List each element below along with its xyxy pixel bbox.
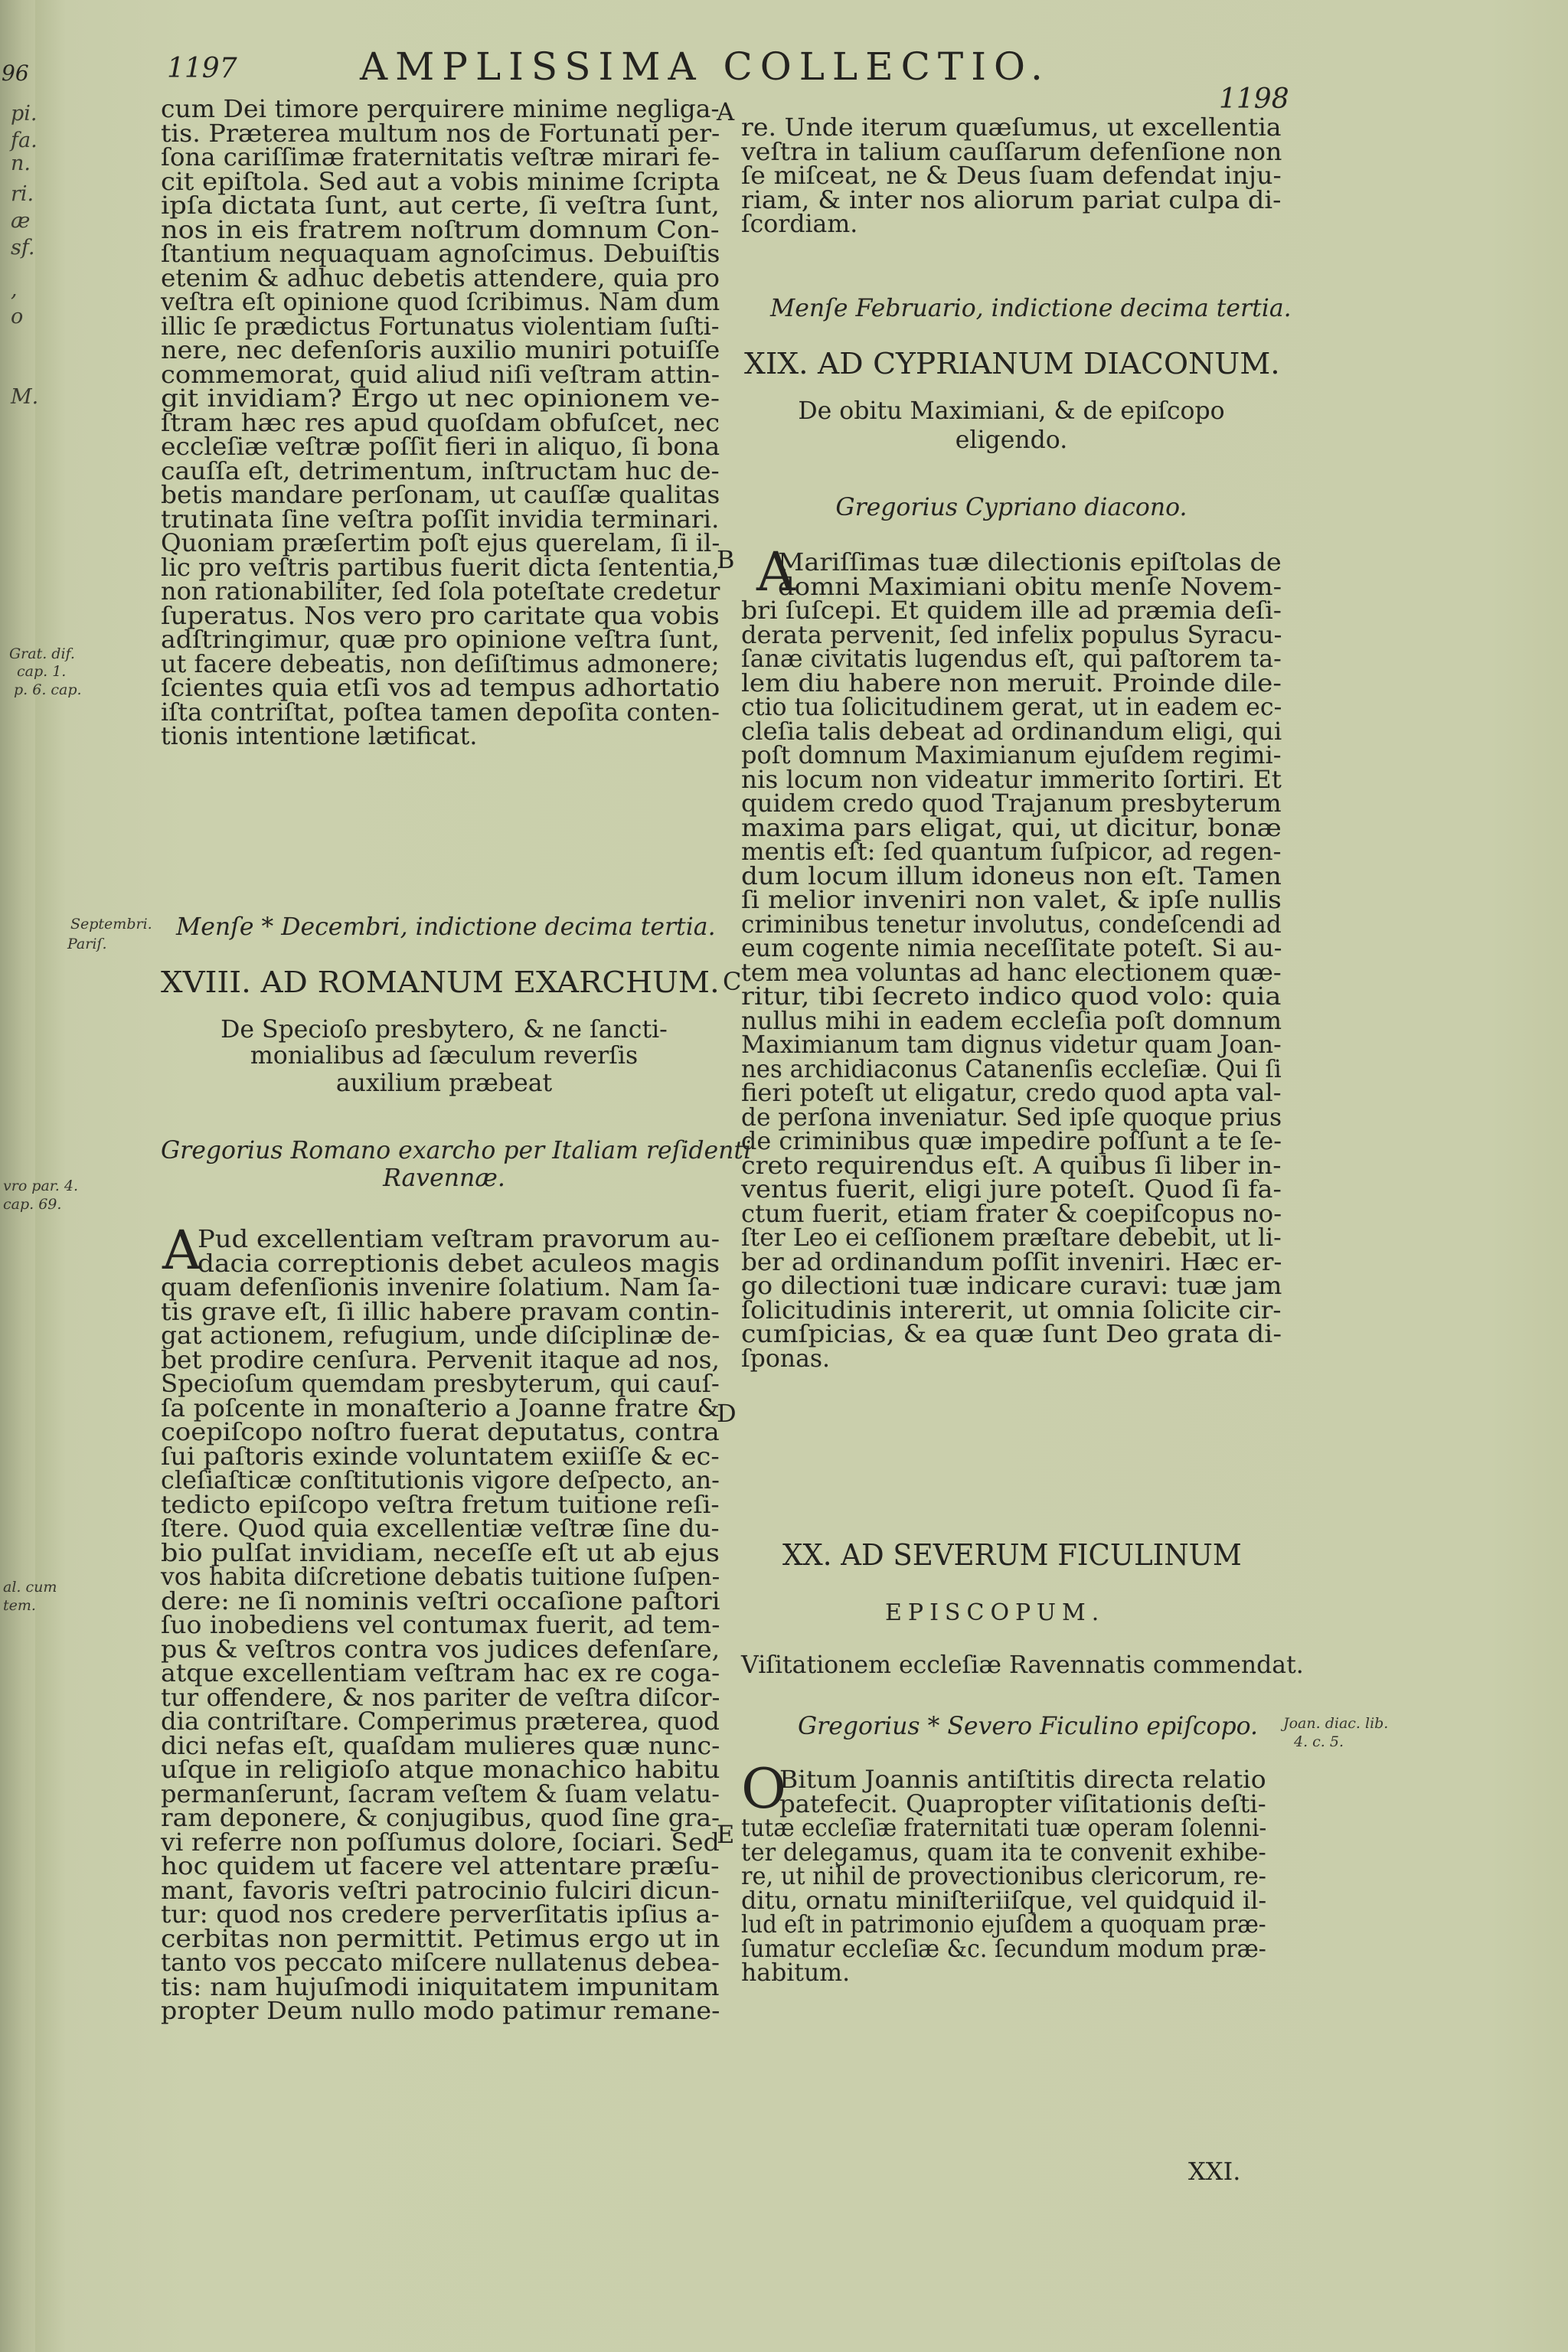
text-line: etenim & adhuc debetis attendere, quia pro [161,264,720,292]
letter-heading: XIX. AD CYPRIANUM DIACONUM. [744,347,1280,381]
text-line: Maximianum tam dignus videtur quam Joan- [741,1031,1282,1059]
text-line: eum cogente nimia neceſſitate poteſt. Si au- [741,935,1282,962]
margin-note: vro par. 4. [3,1178,78,1194]
text-line: ſcordiam. [741,211,858,238]
text-line: tedicto epiſcopo veſtra fretum tuitione reſi- [161,1491,720,1519]
margin-note: 4. c. 5. [1294,1733,1344,1750]
text-line: ſtere. Quod quia excellentiæ veſtræ ſine du- [161,1515,720,1543]
text-line: patefecit. Quapropter viſitationis deſti- [779,1790,1266,1818]
text-line: non rationabiliter, ſed ſola poteſtate credetur [161,578,720,606]
gutter-fragment: , [11,278,18,302]
text-line: ipſa dictata ſunt, aut certe, ſi veſtra ſunt, [161,192,720,220]
text-line: tionis intentione lætificat. [161,723,478,750]
gutter-fragment: pi. [11,102,38,126]
text-line: git invidiam? Ergo ut nec opinionem ve- [161,385,720,413]
margin-note: Joan. diac. lib. [1283,1715,1389,1732]
text-line: illic ſe prædictus Fortunatus violentiam ſuſti- [161,312,720,341]
letter-summary: De Specioſo presbytero, & ne ſancti- [220,1016,668,1044]
gutter-fragment: o [11,305,24,328]
catchword: XXI. [1188,2157,1241,2186]
text-line: Bitum Joannis antiſtitis directa relatio [779,1766,1266,1794]
text-line: fieri poteſt ut eligatur, credo quod apta val- [741,1080,1282,1107]
text-line: ram deponere, & conjugibus, quod ſine gra- [161,1805,720,1832]
text-line: ſolicitudinis intererit, ut omnia ſolicite cir- [741,1296,1282,1325]
text-line: ſumatur eccleſiæ &c. ſecundum modum præ- [741,1935,1266,1963]
text-line: domni Maximiani obitu menſe Novem- [778,573,1282,601]
text-line: ritur, tibi ſecreto indico quod volo: quia [741,983,1282,1011]
text-line: Quoniam præſertim poſt ejus querelam, ſi il- [161,530,720,557]
gutter-fragment: M. [11,385,39,409]
margin-note: p. 6. cap. [14,681,82,698]
text-line: ſuo inobediens vel contumax fuerit, ad tem- [161,1612,720,1639]
text-line: ſona cariſſimæ fraternitatis veſtræ mirari fe- [161,144,720,172]
letter-summary: monialibus ad ſæculum reverſis [250,1042,639,1070]
text-line: lud eſt in patrimonio ejuſdem a quoquam præ- [741,1911,1266,1939]
date-line: Menſe Februario, indictione decima tertia. [770,295,1292,322]
page-number-right: 1198 [1219,83,1289,115]
text-line: mant, favoris veſtri patrocinio fulciri dicun- [161,1877,720,1905]
text-line: cum Dei timore perquirere minime negliga- [161,96,720,123]
text-line: bri ſuſcepi. Et quidem ille ad præmia deſi- [741,597,1282,625]
margin-note: al. cum [3,1579,57,1596]
text-line: dia contriſtare. Comperimus præterea, quod [161,1708,720,1736]
letter-heading: EPISCOPUM. [885,1599,1106,1626]
text-line: cleſia talis debeat ad ordinandum eligi, qui [741,717,1282,746]
text-line: mentis eſt: ſed quantum ſuſpicor, ad regen- [741,838,1282,866]
text-line: dacia correptionis debet aculeos magis [198,1250,720,1278]
letter-salutation: Gregorius * Severo Ficulino epiſcopo. [798,1713,1259,1740]
text-line: vi referre non poſſumus dolore, ſociari. Sed [161,1828,720,1857]
text-line: derata pervenit, ſed infelix populus Syracu- [741,621,1282,649]
dropcap-letter: A [162,1219,201,1282]
text-line: lem diu habere non meruit. Proinde dile- [741,669,1282,697]
text-line: creto requirendus eſt. A quibus ſi liber in- [741,1152,1282,1180]
text-line: coepiſcopo noſtro fuerat deputatus, contra [161,1419,720,1446]
text-line: cauſſa eſt, detrimentum, inſtructam huc de- [161,457,720,485]
text-line: lic pro veſtris partibus fuerit dicta ſententia, [161,554,720,582]
dropcap-letter: O [741,1756,787,1821]
text-line: tis. Præterea multum nos de Fortunati per- [161,119,720,148]
text-line: quidem credo quod Trajanum presbyterum [741,790,1282,818]
text-line: vos habita diſcretione debatis tuitione ſuſpen- [161,1563,720,1591]
text-line: ſuperatus. Nos vero pro caritate qua vobis [161,602,720,630]
text-line: ſter Leo ei ceſſionem præſtare debebit, ut li- [741,1224,1282,1252]
text-line: propter Deum nullo modo patimur remane- [161,1998,720,2025]
facing-page-number: 96 [2,60,29,86]
text-line: tis: nam hujuſmodi iniquitatem impunitam [161,1973,720,2001]
text-line: tem mea voluntas ad hanc electionem quæ- [741,959,1282,987]
section-marker: C [723,967,742,996]
text-line: dere: ne ſi nominis veſtri occaſione paſtori [161,1587,720,1615]
text-line: ſponas. [741,1344,831,1373]
text-line: nullus mihi in eadem eccleſia poſt domnum [741,1007,1282,1035]
text-line: criminibus tenetur involutus, condeſcendi ad [741,910,1282,939]
text-line: ctio tua ſolicitudinem gerat, ut in eadem ec- [741,694,1282,721]
text-line: tis grave eſt, ſi illic habere pravam contin- [161,1298,720,1326]
text-line: nere, nec defenſoris auxilio muniri potuiſſe [161,337,720,364]
text-line: bio pulſat invidiam, neceſſe eſt ut ab ejus [161,1539,720,1567]
text-line: nos in eis fratrem noſtrum domnum Con- [161,216,720,244]
margin-note: cap. 1. [17,663,67,680]
text-line: tur offendere, & nos pariter de veſtra diſcor- [161,1684,720,1712]
gutter-fragment: fa. [11,129,38,152]
text-line: ſi melior inveniri non valet, & ipſe nullis [741,887,1282,914]
letter-summary: Viſitationem eccleſiæ Ravennatis commendat. [741,1651,1304,1679]
text-line: Pud excellentiam veſtram pravorum au- [198,1226,720,1253]
text-line: bet prodire cenſura. Pervenit itaque ad nos, [161,1346,720,1374]
text-line: ſa poſcente in monaſterio a Joanne fratre & [161,1394,720,1423]
text-line: re, ut nihil de provectionibus clericorum, re- [741,1863,1266,1890]
text-line: cleſiaſticæ conſtitutionis vigore deſpecto, an- [161,1467,720,1494]
letter-heading: XVIII. AD ROMANUM EXARCHUM. [161,965,720,999]
letter-salutation: Gregorius Cypriano diacono. [835,494,1187,521]
text-line: trutinata ſine veſtra poſſit invidia terminari. [161,505,720,534]
gutter-fragment: ri. [11,182,34,206]
text-line: ber ad ordinandum poſſit inveniri. Hæc er- [741,1248,1282,1276]
text-line: cerbitas non permittit. Petimus ergo ut in [161,1925,720,1953]
text-line: veſtra eſt opinione quod ſcribimus. Nam dum [161,289,720,316]
text-line: iſta contriſtat, poſtea tamen depoſita conten- [161,698,720,727]
text-line: dum locum illum idoneus non eſt. Tamen [741,862,1282,890]
text-line: ventus fuerit, eligi jure poteſt. Quod ſi fa- [741,1176,1282,1204]
section-marker: B [717,545,735,574]
margin-note: Pariſ. [67,936,107,952]
text-line: ditu, ornatu miniſteriiſque, vel quidquid il- [741,1886,1267,1915]
section-marker: E [717,1820,735,1849]
text-line: ſtantium nequaquam agnoſcimus. Debuiſtis [161,240,720,268]
text-line: go dilectioni tuæ indicare curavi: tuæ jam [741,1272,1282,1300]
gutter-fragment: n. [11,152,31,175]
text-line: permanſerunt, ſacram veſtem & ſuam velatu- [161,1780,720,1808]
text-line: cit epiſtola. Sed aut a vobis minime ſcripta [161,168,720,196]
text-line: re. Unde iterum quæſumus, ut excellentia [741,114,1282,142]
text-line: Mariſſimas tuæ dilectionis epiſtolas de [778,549,1282,577]
text-line: Specioſum quemdam presbyterum, qui cauſ- [161,1370,720,1398]
text-line: pus & veſtros contra vos judices defenſare, [161,1635,720,1664]
text-line: habitum. [741,1959,851,1987]
margin-note: Septembri. [70,916,152,933]
page-number-left: 1197 [167,53,237,84]
section-marker: D [717,1399,737,1428]
margin-note: tem. [3,1597,36,1614]
gutter-fragment: sf. [11,236,35,260]
text-line: hoc quidem ut facere vel attentare præſu- [161,1853,720,1880]
text-line: veſtra in talium cauſſarum defenſione non [741,138,1282,166]
letter-summary: eligendo. [955,426,1068,454]
text-line: ctum fuerit, etiam frater & coepiſcopus no- [741,1200,1282,1228]
date-line: Menſe * Decembri, indictione decima tertia. [176,913,716,941]
dropcap-letter: A [756,541,795,603]
text-line: adſtringimur, quæ pro opinione veſtra ſunt, [161,626,720,654]
text-line: ſtram hæc res apud quoſdam obfuſcet, nec [161,409,720,437]
text-line: ſe miſceat, ne & Deus ſuam defendat inju- [741,162,1282,190]
text-line: dici nefas eſt, quaſdam mulieres quæ nunc- [161,1732,720,1760]
margin-note: cap. 69. [3,1196,62,1213]
text-line: gat actionem, refugium, unde diſciplinæ de- [161,1322,720,1350]
text-line: ut facere debeatis, non deſiſtimus admonere; [161,650,720,678]
text-line: ſcientes quia etſi vos ad tempus adhortatio [161,675,720,702]
text-line: maxima pars eligat, qui, ut dicitur, bonæ [741,814,1282,842]
text-line: tur: quod nos credere perverſitatis ipſius a- [161,1901,720,1929]
text-line: nes archidiaconus Catanenſis eccleſiæ. Qui ſi [741,1055,1282,1083]
gutter-fragment: æ [11,209,31,233]
text-line: de perſona inveniatur. Sed ipſe quoque prius [741,1103,1282,1132]
text-line: de criminibus quæ impedire poſſunt a te ſe- [741,1128,1282,1155]
text-line: commemorat, quid aliud niſi veſtram attin- [161,361,720,389]
text-line: quam defenſionis invenire ſolatium. Nam ſa- [161,1274,720,1302]
letter-heading: XX. AD SEVERUM FICULINUM [782,1538,1242,1572]
letter-summary: De obitu Maximiani, & de epiſcopo [798,397,1225,425]
letter-salutation: Ravennæ. [383,1165,505,1192]
text-line: nis locum non videatur immerito ſortiri. Et [741,766,1282,794]
text-line: ſui paſtoris exinde voluntatem exiiſſe & ec- [161,1442,720,1471]
letter-salutation: Gregorius Romano exarcho per Italiam reſidenti [161,1137,752,1165]
running-title: AMPLISSIMA COLLECTIO. [360,44,1050,89]
text-line: cumſpicias, & ea quæ ſunt Deo grata di- [741,1321,1282,1348]
letter-summary: auxilium præbeat [335,1070,553,1097]
margin-note: Grat. dif. [9,645,75,662]
text-line: tutæ eccleſiæ fraternitati tuæ operam ſolenni- [741,1815,1267,1842]
text-line: ter delegamus, quam ita te convenit exhibe- [741,1838,1266,1867]
text-line: riam, & inter nos aliorum pariat culpa di- [741,186,1282,214]
text-line: atque excellentiam veſtram hac ex re coga- [161,1660,720,1687]
text-line: betis mandare perſonam, ut cauſſæ qualitas [161,482,720,509]
text-line: ſanæ civitatis lugendus eſt, qui paſtorem ta- [741,645,1282,673]
section-marker: A [717,97,735,126]
text-line: eccleſiæ veſtræ poſſit fieri in aliquo, ſi bona [161,433,720,461]
text-line: uſque in religioſo atque monachico habitu [161,1756,720,1784]
text-line: poſt domnum Maximianum ejuſdem regimi- [741,742,1282,769]
text-line: tanto vos peccato miſcere nullatenus debea- [161,1949,720,1977]
